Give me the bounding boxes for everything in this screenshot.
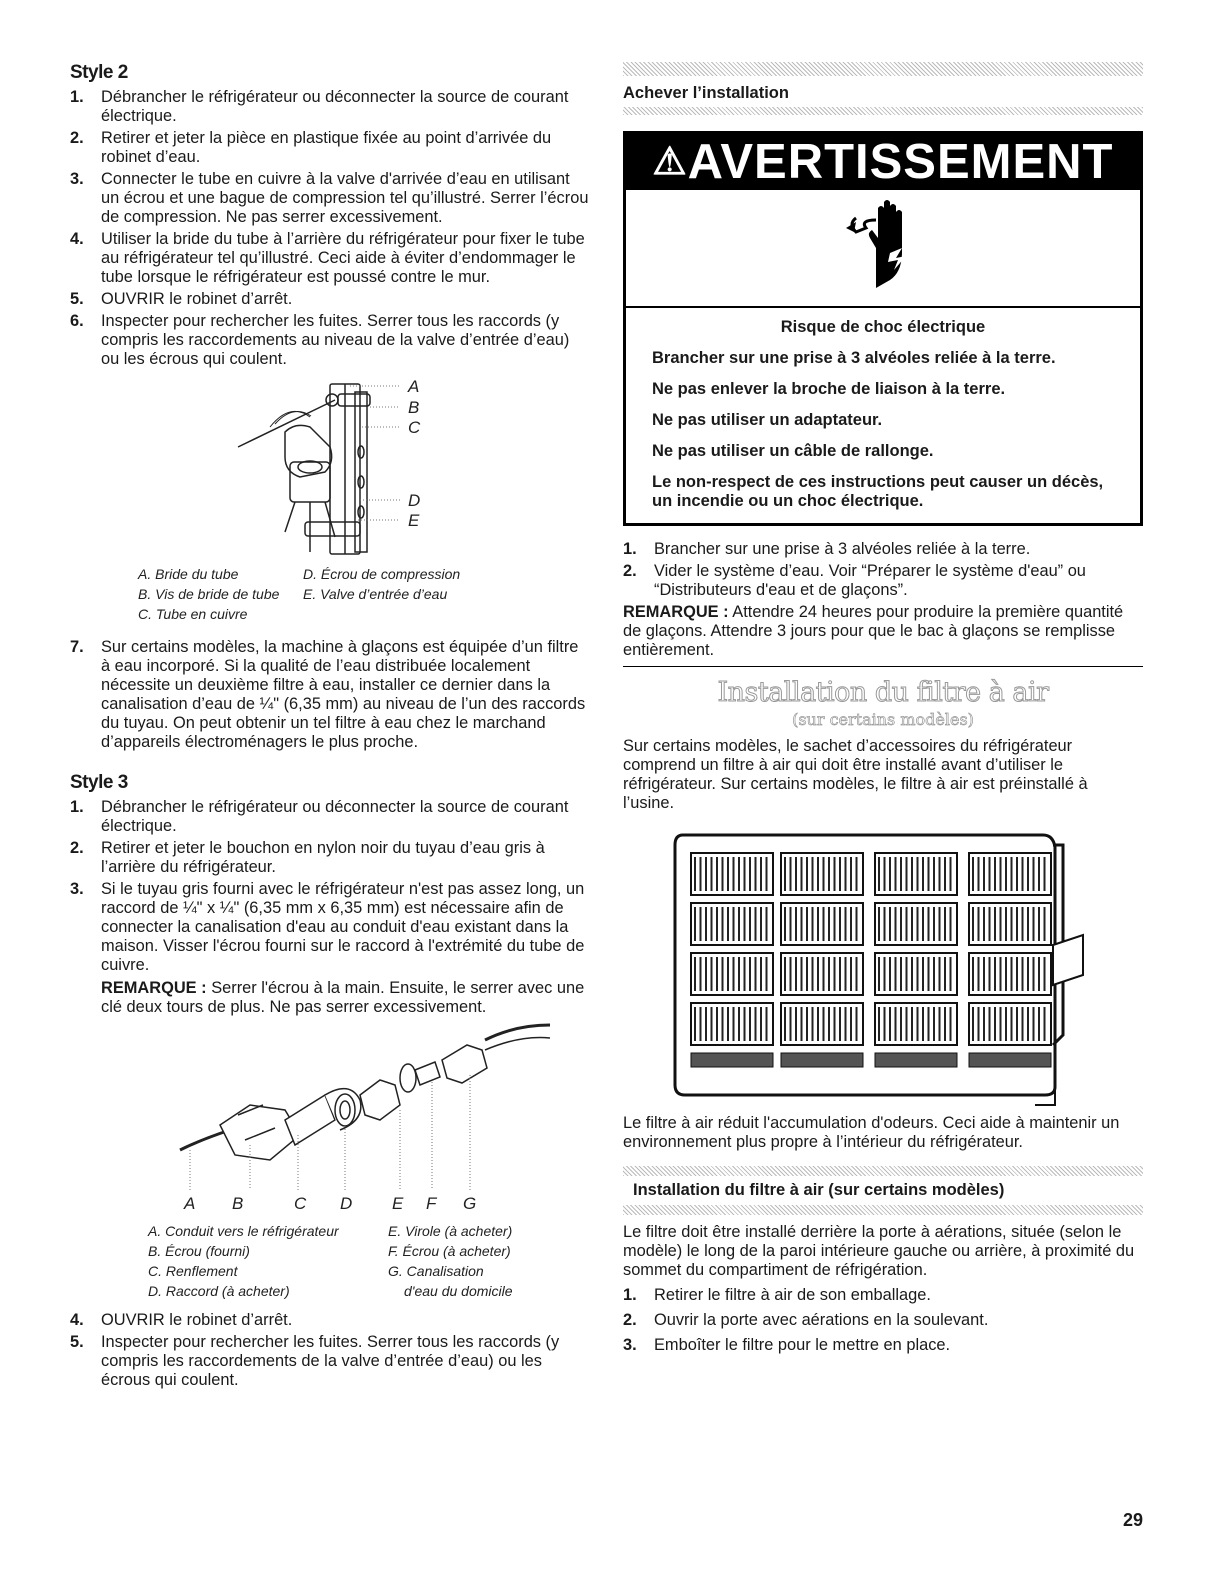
section-rule xyxy=(623,1205,1143,1215)
fig-label-d: D xyxy=(340,1194,353,1213)
air-filter-install-intro: Le filtre doit être installé derrière la porte à aérations, située (selon le modèle) le long de la paroi intérieure gauche ou arrière, à proximité du sommet du compartiment de réfrigération. xyxy=(623,1223,1135,1279)
list-item: 3. Emboîter le filtre pour le mettre en place. xyxy=(623,1336,951,1354)
air-filter-title: Installation du filtre à air xyxy=(717,677,1049,708)
finish-note: REMARQUE : Attendre 24 heures pour produire la première quantité de glaçons. Attendre 3 jours pour que le bac à glaçons se remplisse entièrement. xyxy=(623,603,1124,659)
valve-illustration xyxy=(70,372,590,562)
warning-line: Ne pas enlever la broche de liaison à la terre. xyxy=(652,380,1006,398)
fig-label-g: G xyxy=(463,1194,477,1213)
list-item: 5. OUVRIR le robinet d’arrêt. xyxy=(70,290,293,308)
list-item: 2. Retirer et jeter le bouchon en nylon noir du tuyau d’eau gris à l’arrière du réfrigérateur. xyxy=(70,839,545,876)
caption: C. Renflement xyxy=(148,1263,238,1279)
fig-label-e: E xyxy=(408,511,420,530)
air-filter-illustration xyxy=(623,825,1143,1110)
air-filter-benefit: Le filtre à air réduit l'accumulation d'odeurs. Ceci aide à maintenir un environnement plus propre à l’intérieur du réfrigérateur. xyxy=(623,1114,1120,1151)
style2-captions xyxy=(138,564,590,624)
fig-label-d: D xyxy=(408,491,421,510)
list-item: 3. Si le tuyau gris fourni avec le réfrigérateur n'est pas assez long, un raccord de ¼" x ¼" (6,35 mm x 6,35 mm) est nécessaire afin de connecter la canalisation d'eau au conduit d'eau existant dans la maison. Visser l'écrou fourni sur le raccord à l'extrémité du tube de cuivre. REMARQUE : Serrer l'écrou à la main. Ensuite, le serrer avec une clé deux tours de plus. Ne pas serrer excessivement. xyxy=(70,880,590,1017)
list-item: 4. OUVRIR le robinet d’arrêt. xyxy=(70,1311,293,1329)
air-filter-install-title: Installation du filtre à air (sur certains modèles) xyxy=(633,1181,1005,1199)
list-item: 5. Inspecter pour rechercher les fuites. Serrer tous les raccords (y compris les raccordements de la valve d’entrée d’eau) ou les écrous qui coulent. xyxy=(70,1333,560,1389)
list-item: 1. Brancher sur une prise à 3 alvéoles reliée à la terre. xyxy=(623,540,1031,558)
warning-line: Brancher sur une prise à 3 alvéoles reliée à la terre. xyxy=(652,349,1056,367)
caption: A. Conduit vers le réfrigérateur xyxy=(148,1223,339,1239)
air-filter-subtitle: (sur certains modèles) xyxy=(792,710,974,729)
filter-cell xyxy=(781,1053,863,1067)
caption: D. Raccord (à acheter) xyxy=(148,1283,290,1299)
fig-label-c: C xyxy=(408,418,421,437)
list-item: 7. Sur certains modèles, la machine à glaçons est équipée d’un filtre à eau incorporé. Si la qualité de l’eau distribuée localement nécessite un deuxième filtre à eau, installer ce dernier dans la canalisation d’eau de ¼" (6,35 mm) au niveau de l’un des raccords du tuyau. On peut obtenir un tel filtre à eau chez le marchand d’appareils électroménagers le plus proche. xyxy=(70,638,586,751)
caption: d'eau du domicile xyxy=(404,1283,513,1299)
caption: E. Virole (à acheter) xyxy=(388,1223,513,1239)
warning-triangle-icon: ⚠ xyxy=(652,141,688,183)
section-rule xyxy=(623,107,1143,115)
list-item: 2. Retirer et jeter la pièce en plastique fixée au point d’arrivée du robinet d’eau. xyxy=(70,129,552,166)
fig-label-b: B xyxy=(408,398,420,417)
list-item: 4. Utiliser la bride du tube à l’arrière du réfrigérateur pour fixer le tube au réfrigérateur tel qu’illustré. Ceci aide à éviter d’endommager le tube lorsque le réfrigérateur est poussé contre le mur. xyxy=(70,230,585,286)
list-item: 1. Débrancher le réfrigérateur ou déconnecter la source de courant électrique. xyxy=(70,798,569,835)
filter-cell xyxy=(875,1053,957,1067)
caption: B. Écrou (fourni) xyxy=(148,1243,250,1259)
style3-heading: Style 3 xyxy=(70,772,128,793)
air-filter-intro: Sur certains modèles, le sachet d’accessoires du réfrigérateur comprend un filtre à air qui doit être installé avant d’utiliser le réfrigérateur. Sur certains modèles, le filtre à air est préinstallé à l’usine. xyxy=(623,737,1088,812)
style3-steps-after xyxy=(70,1311,590,1390)
warning-title: Risque de choc électrique xyxy=(780,318,986,336)
fig-label-f: F xyxy=(426,1194,437,1213)
caption: B. Vis de bride de tube xyxy=(138,586,280,602)
air-filter-drawing xyxy=(623,825,1143,1110)
style2-step7 xyxy=(70,638,590,752)
fig-label-a: A xyxy=(184,1194,196,1213)
valve-drawing xyxy=(70,372,590,562)
list-item: 2. Vider le système d’eau. Voir “Préparer le système d'eau” ou “Distributeurs d'eau et de glaçons”. xyxy=(623,562,1086,599)
fig-label-b: B xyxy=(232,1194,244,1213)
fitting-drawing xyxy=(70,1020,590,1215)
caption: G. Canalisation xyxy=(388,1263,484,1279)
warning-line: Ne pas utiliser un adaptateur. xyxy=(652,411,883,429)
divider xyxy=(623,666,1143,667)
filter-cell xyxy=(969,1053,1051,1067)
caption: C. Tube en cuivre xyxy=(138,606,248,622)
page-number: 29 xyxy=(1122,1510,1143,1530)
fig-label-c: C xyxy=(294,1194,307,1213)
fig-label-e: E xyxy=(392,1194,404,1213)
warning-header: ⚠AVERTISSEMENT xyxy=(626,134,1140,190)
style3-note: REMARQUE : Serrer l'écrou à la main. Ensuite, le serrer avec une clé deux tours de plus. Ne pas serrer excessivement. xyxy=(101,979,585,1016)
list-item: 3. Connecter le tube en cuivre à la valve d'arrivée d’eau en utilisant un écrou et une bague de compression tel qu’illustré. Serrer l’écrou de compression. Ne pas serrer excessivement. xyxy=(70,170,589,226)
warning-body xyxy=(626,308,1140,523)
list-item: 1. Débrancher le réfrigérateur ou déconnecter la source de courant électrique. xyxy=(70,88,569,125)
warning-line: Ne pas utiliser un câble de rallonge. xyxy=(652,442,934,460)
warning-line: Le non-respect de ces instructions peut causer un décès, un incendie ou un choc électrique. xyxy=(652,473,1104,510)
caption: D. Écrou de compression xyxy=(303,566,461,582)
style3-steps xyxy=(70,798,590,1017)
fig-label-a: A xyxy=(408,377,420,396)
warning-box xyxy=(623,131,1143,526)
hand-shock-icon xyxy=(838,198,928,298)
filter-cell xyxy=(691,1053,773,1067)
caption: F. Écrou (à acheter) xyxy=(388,1243,511,1259)
fitting-illustration xyxy=(70,1020,590,1215)
list-item: 2. Ouvrir la porte avec aérations en la soulevant. xyxy=(623,1311,989,1329)
style3-captions xyxy=(148,1221,590,1301)
air-filter-steps xyxy=(623,1286,1143,1355)
finish-installation-title: Achever l’installation xyxy=(623,84,789,102)
style2-heading: Style 2 xyxy=(70,62,128,83)
right-column xyxy=(623,62,1143,1358)
caption: E. Valve d’entrée d’eau xyxy=(303,586,448,602)
section-rule xyxy=(623,62,1143,76)
list-item: 1. Retirer le filtre à air de son emballage. xyxy=(623,1286,931,1304)
style2-steps xyxy=(70,88,590,369)
electric-shock-icon xyxy=(626,190,1140,308)
section-rule xyxy=(623,1166,1143,1176)
finish-steps xyxy=(623,540,1143,600)
caption xyxy=(303,604,533,624)
list-item: 6. Inspecter pour rechercher les fuites. Serrer tous les raccords (y compris les raccordements au niveau de la valve d’entrée d’eau) ou les écrous qui coulent. xyxy=(70,312,570,368)
left-column xyxy=(70,62,590,1393)
caption: A. Bride du tube xyxy=(138,566,239,582)
